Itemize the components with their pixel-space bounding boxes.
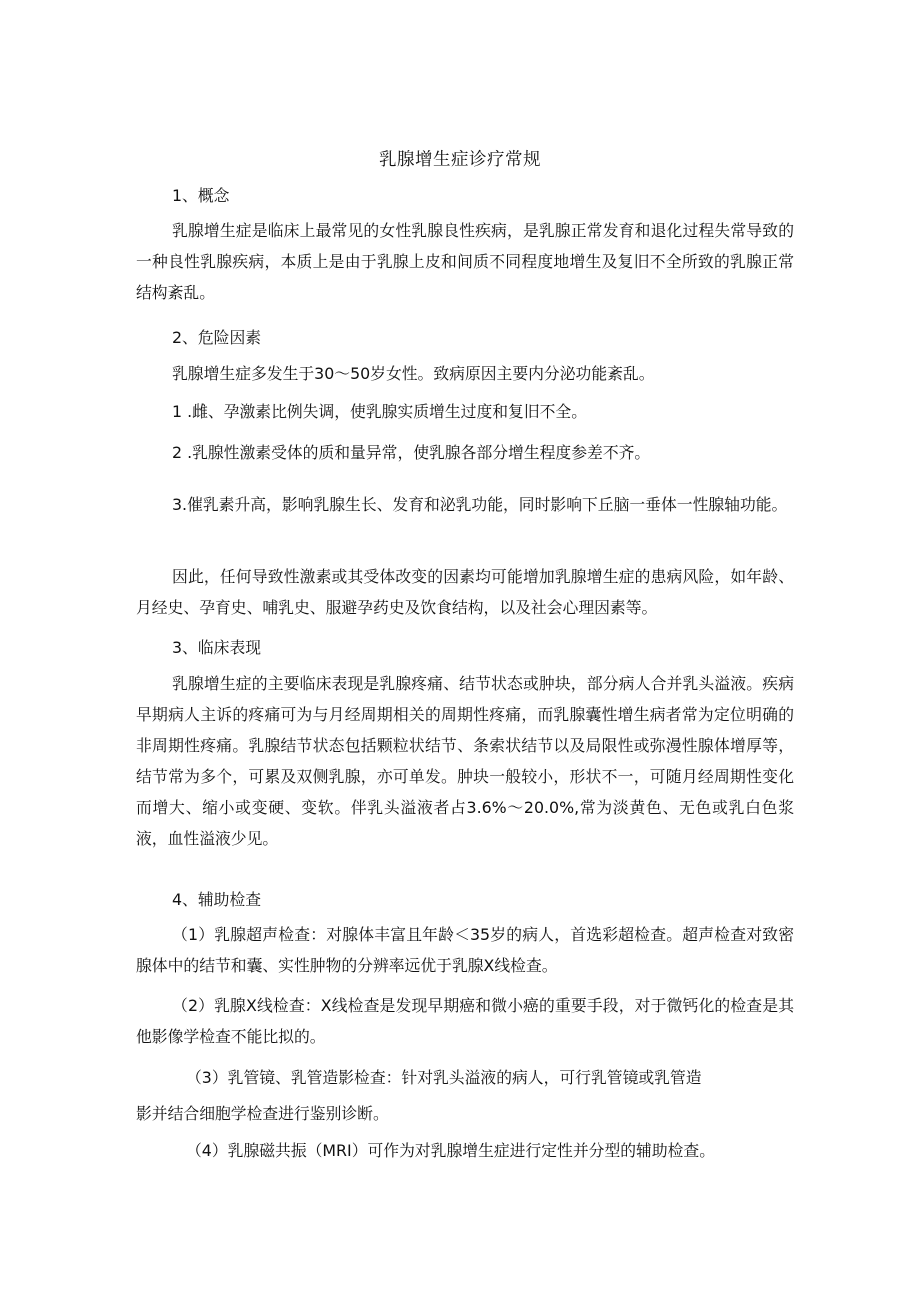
concept-paragraph: 乳腺增生症是临床上最常见的女性乳腺良性疾病，是乳腺正常发育和退化过程失常导致的一种良性乳腺疾病，本质上是由于乳腺上皮和间质不同程度地增生及复旧不全所致的乳腺正常结构紊乱。 <box>136 221 794 302</box>
exam-item-3-line-1: （3）乳管镜、乳管造影检查：针对乳头溢液的病人，可行乳管镜或乳管造 <box>186 1068 702 1087</box>
section-heading-clinical: 3、临床表现 <box>172 638 262 657</box>
risk-intro: 乳腺增生症多发生于30～50岁女性。致病原因主要内分泌功能紊乱。 <box>172 364 655 383</box>
exam-item-3-line-2: 影并结合细胞学检查进行鉴别诊断。 <box>136 1104 389 1123</box>
clinical-paragraph: 乳腺增生症的主要临床表现是乳腺疼痛、结节状态或肿块，部分病人合并乳头溢液。疾病早期病人主诉的疼痛可为与月经周期相关的周期性疼痛，而乳腺囊性增生病者常为定位明确的非周期性疼痛。乳腺结节状态包括颗粒状结节、条索状结节以及局限性或弥漫性腺体增厚等，结节常为多个，可累及双侧乳腺，亦可单发。肿块一般较小，形状不一，可随月经周期性变化而增大、缩小或变硬、变软。伴乳头溢液者占3.6%～20.0%,常为淡黄色、无色或乳白色浆液，血性溢液少见。 <box>136 674 794 848</box>
section-heading-concept: 1、概念 <box>172 186 230 205</box>
exam-item-1: （1）乳腺超声检查：对腺体丰富且年龄＜35岁的病人，首选彩超检查。超声检查对致密腺体中的结节和囊、实性肿物的分辨率远优于乳腺X线检查。 <box>136 925 794 975</box>
risk-item-2: 2 .乳腺性激素受体的质和量异常，使乳腺各部分增生程度参差不齐。 <box>172 443 651 462</box>
section-heading-risk: 2、危险因素 <box>172 328 262 347</box>
document-title: 乳腺增生症诊疗常规 <box>379 150 541 170</box>
section-heading-exam: 4、辅助检查 <box>172 890 262 909</box>
risk-summary: 因此，任何导致性激素或其受体改变的因素均可能增加乳腺增生症的患病风险，如年龄、月经史、孕育史、哺乳史、服避孕药史及饮食结构，以及社会心理因素等。 <box>136 567 794 617</box>
risk-item-3: 3.催乳素升高，影响乳腺生长、发育和泌乳功能，同时影响下丘脑一垂体一性腺轴功能。 <box>172 495 788 514</box>
exam-item-2: （2）乳腺X线检查：X线检查是发现早期癌和微小癌的重要手段，对于微钙化的检查是其他影像学检查不能比拟的。 <box>136 996 794 1046</box>
exam-item-4: （4）乳腺磁共振（MRI）可作为对乳腺增生症进行定性并分型的辅助检查。 <box>186 1141 716 1160</box>
risk-item-1: 1 .雌、孕激素比例失调，使乳腺实质增生过度和复旧不全。 <box>172 402 588 421</box>
